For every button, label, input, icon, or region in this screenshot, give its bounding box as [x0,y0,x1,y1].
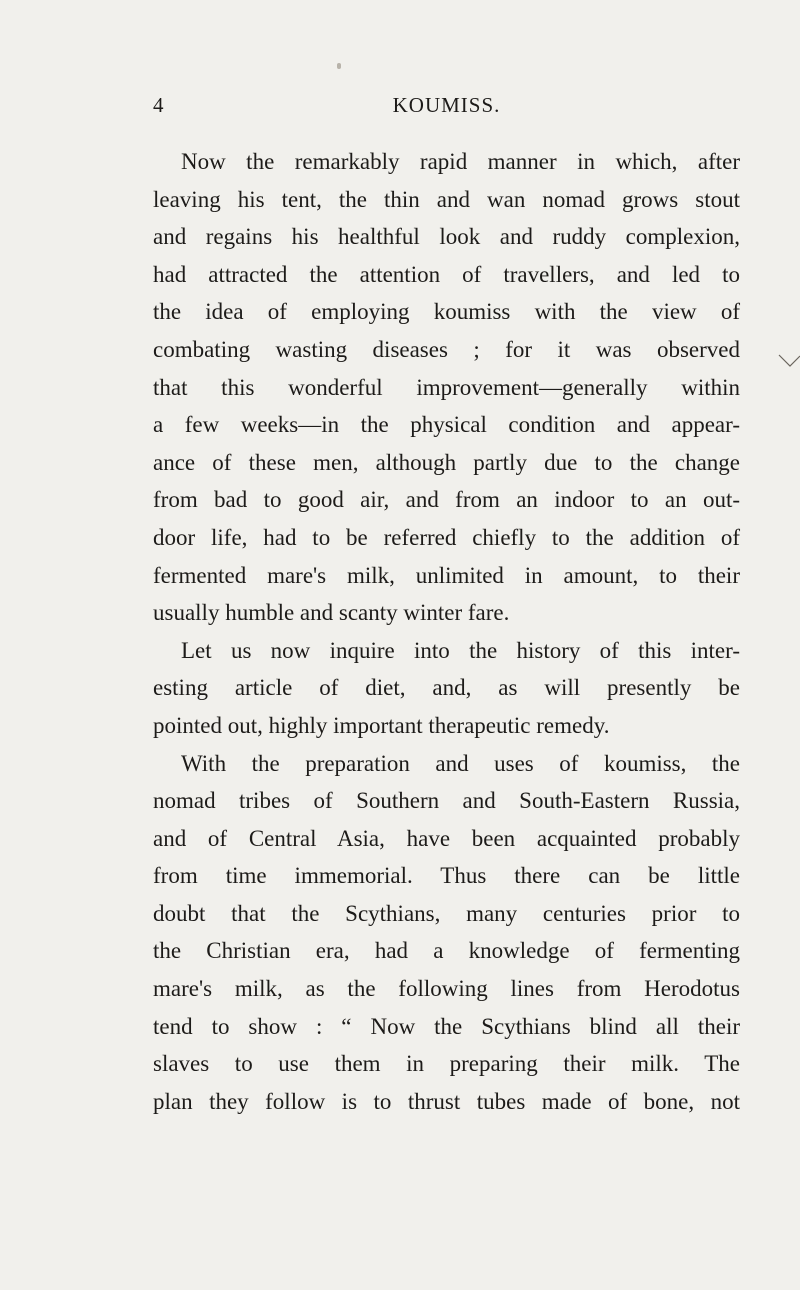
text-line: from time immemorial. Thus there can be little [153,863,740,889]
paper-speck [337,63,341,69]
margin-pencil-mark [777,352,800,376]
text-line: esting article of diet, and, as will presently be [153,675,740,701]
text-line: tend to show : “ Now the Scythians blind all their [153,1013,740,1039]
text-line: leaving his tent, the thin and wan nomad grows stout [153,186,740,212]
text-line: a few weeks—in the physical condition and appear- [153,412,740,438]
text-line: from bad to good air, and from an indoor to an out- [153,487,740,513]
text-line: and regains his healthful look and ruddy complexion, [153,224,740,250]
text-line: Now the remarkably rapid manner in which, after [181,149,740,174]
text-line: ance of these men, although partly due to the change [153,449,740,475]
page-number: 4 [153,93,165,117]
text-line: had attracted the attention of travellers, and led to [153,261,740,287]
running-header [153,93,740,123]
text-line: and of Central Asia, have been acquainted probably [153,825,740,851]
text-line: nomad tribes of Southern and South-Eastern Russia, [153,788,740,814]
text-line: combating wasting diseases ; for it was observed [153,336,740,362]
text-line: plan they follow is to thrust tubes made of bone, not [153,1088,740,1114]
text-line: fermented mare's milk, unlimited in amount, to their [153,562,740,588]
text-line: that this wonderful improvement—generally within [153,374,740,400]
text-line: pointed out, highly important therapeutic remedy. [153,712,610,738]
text-line: mare's milk, as the following lines from Herodotus [153,976,740,1002]
text-line: door life, had to be referred chiefly to the addition of [153,524,740,550]
text-line: Let us now inquire into the history of this inter- [181,637,740,663]
text-line: doubt that the Scythians, many centuries prior to [153,900,740,926]
text-line: usually humble and scanty winter fare. [153,600,510,626]
text-line: the Christian era, had a knowledge of fermenting [153,938,740,964]
text-line: slaves to use them in preparing their milk. The [153,1051,740,1077]
body-text [153,143,740,1120]
text-line: With the preparation and uses of koumiss, the [181,750,740,776]
text-line: the idea of employing koumiss with the view of [153,299,740,325]
running-title: KOUMISS. [392,93,501,117]
